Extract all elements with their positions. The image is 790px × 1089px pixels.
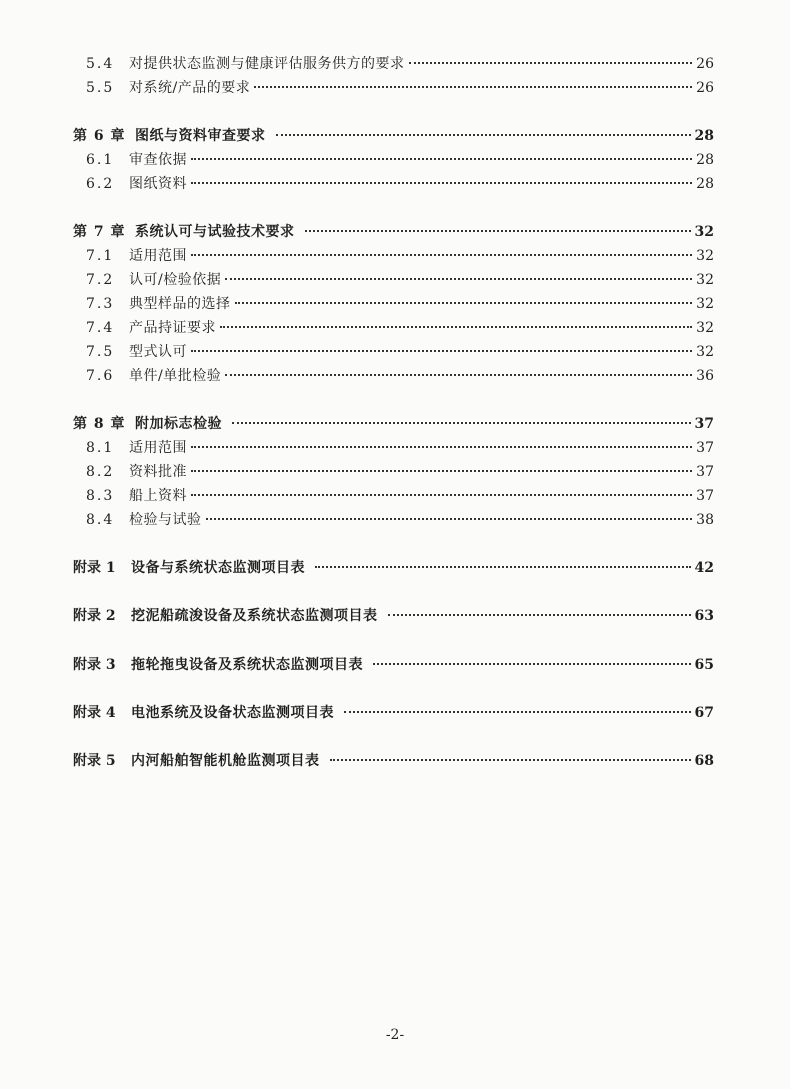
entry-title: 型式认可 <box>129 344 187 360</box>
dot-leader <box>206 517 693 520</box>
section-number: 8.4 <box>86 512 115 528</box>
dot-leader <box>373 662 691 665</box>
appendix-number: 附录 2 <box>73 608 116 624</box>
section-number: 6.1 <box>86 152 115 168</box>
toc-entry-6-2[interactable] <box>86 173 714 193</box>
dot-leader <box>409 61 693 64</box>
dot-leader <box>191 493 692 496</box>
page-number: 26 <box>696 80 714 96</box>
page-number: 65 <box>694 657 714 673</box>
dot-leader <box>344 710 691 713</box>
section-number: 7.2 <box>86 272 115 288</box>
entry-title: 拖轮拖曳设备及系统状态监测项目表 <box>131 657 363 673</box>
section-number: 8.1 <box>86 440 115 456</box>
toc-entry-6-1[interactable] <box>86 149 714 169</box>
chapter-number: 第 7 章 <box>73 224 126 240</box>
page-number: 67 <box>694 705 714 721</box>
page-number: 38 <box>696 512 714 528</box>
page-number: 37 <box>696 464 714 480</box>
page-number: 37 <box>696 488 714 504</box>
dot-leader <box>254 85 692 88</box>
page-number: 32 <box>696 272 714 288</box>
appendix-number: 附录 5 <box>73 753 116 769</box>
dot-leader <box>191 157 692 160</box>
entry-title: 认可/检验依据 <box>129 272 222 288</box>
toc-entry-8-1[interactable] <box>86 437 714 457</box>
entry-title: 资料批准 <box>129 464 187 480</box>
page-number: 36 <box>696 368 714 384</box>
section-number: 7.4 <box>86 320 115 336</box>
section-number: 8.3 <box>86 488 115 504</box>
entry-title: 审查依据 <box>129 152 187 168</box>
entry-title: 产品持证要求 <box>129 320 216 336</box>
chapter-number: 第 8 章 <box>73 416 126 432</box>
toc-entry-8-2[interactable] <box>86 461 714 481</box>
dot-leader <box>330 758 691 761</box>
toc-appendix-1[interactable] <box>73 557 714 577</box>
entry-title: 船上资料 <box>129 488 187 504</box>
toc-entry-7-1[interactable] <box>86 245 714 265</box>
entry-title: 挖泥船疏浚设备及系统状态监测项目表 <box>131 608 378 624</box>
page-number: 32 <box>696 296 714 312</box>
entry-title: 单件/单批检验 <box>129 368 222 384</box>
entry-title: 系统认可与试验技术要求 <box>135 224 295 240</box>
page-number: 32 <box>694 224 714 240</box>
dot-leader <box>232 421 691 424</box>
entry-title: 内河船舶智能机舱监测项目表 <box>131 753 320 769</box>
dot-leader <box>225 373 692 376</box>
entry-title: 对提供状态监测与健康评估服务供方的要求 <box>129 56 405 72</box>
dot-leader <box>191 253 692 256</box>
dot-leader <box>235 301 693 304</box>
toc-appendix-2[interactable] <box>73 605 714 625</box>
entry-title: 图纸与资料审查要求 <box>135 128 266 144</box>
page-number: 42 <box>694 560 714 576</box>
dot-leader <box>276 133 691 136</box>
toc-appendix-3[interactable] <box>73 654 714 674</box>
appendix-number: 附录 4 <box>73 705 116 721</box>
toc-entry-7-3[interactable] <box>86 293 714 313</box>
dot-leader <box>220 325 692 328</box>
entry-title: 适用范围 <box>129 440 187 456</box>
page-number: 68 <box>694 753 714 769</box>
toc-chapter-7[interactable] <box>73 221 714 241</box>
entry-title: 设备与系统状态监测项目表 <box>131 560 305 576</box>
page-footer-number: -2- <box>385 1027 405 1043</box>
chapter-number: 第 6 章 <box>73 128 126 144</box>
page-number: 26 <box>696 56 714 72</box>
dot-leader <box>191 445 692 448</box>
appendix-number: 附录 3 <box>73 657 116 673</box>
toc-entry-7-6[interactable] <box>86 365 714 385</box>
section-number: 8.2 <box>86 464 115 480</box>
section-number: 7.3 <box>86 296 115 312</box>
toc-appendix-5[interactable] <box>73 750 714 770</box>
toc-chapter-6[interactable] <box>73 125 714 145</box>
appendix-number: 附录 1 <box>73 560 116 576</box>
section-number: 6.2 <box>86 176 115 192</box>
page-number: 37 <box>694 416 714 432</box>
section-number: 5.5 <box>86 80 115 96</box>
dot-leader <box>191 469 692 472</box>
entry-title: 适用范围 <box>129 248 187 264</box>
entry-title: 附加标志检验 <box>135 416 222 432</box>
section-number: 7.5 <box>86 344 115 360</box>
page-number: 32 <box>696 248 714 264</box>
toc-chapter-8[interactable] <box>73 413 714 433</box>
dot-leader <box>388 613 691 616</box>
dot-leader <box>191 349 692 352</box>
page-number: 28 <box>694 128 714 144</box>
toc-entry-7-5[interactable] <box>86 341 714 361</box>
section-number: 7.6 <box>86 368 115 384</box>
toc-entry-5-5[interactable] <box>86 77 714 97</box>
entry-title: 典型样品的选择 <box>129 296 231 312</box>
toc-entry-8-3[interactable] <box>86 485 714 505</box>
page-number: 32 <box>696 320 714 336</box>
page-number: 32 <box>696 344 714 360</box>
dot-leader <box>315 565 691 568</box>
entry-title: 图纸资料 <box>129 176 187 192</box>
section-number: 5.4 <box>86 56 115 72</box>
dot-leader <box>225 277 692 280</box>
toc-entry-8-4[interactable] <box>86 509 714 529</box>
dot-leader <box>191 181 692 184</box>
section-number: 7.1 <box>86 248 115 264</box>
toc-appendix-4[interactable] <box>73 702 714 722</box>
toc-entry-5-4[interactable] <box>86 53 714 73</box>
entry-title: 对系统/产品的要求 <box>129 80 251 96</box>
toc-entry-7-4[interactable] <box>86 317 714 337</box>
page-number: 28 <box>696 176 714 192</box>
page-number: 28 <box>696 152 714 168</box>
entry-title: 电池系统及设备状态监测项目表 <box>131 705 334 721</box>
page-number: 63 <box>694 608 714 624</box>
dot-leader <box>305 229 691 232</box>
page-number: 37 <box>696 440 714 456</box>
toc-entry-7-2[interactable] <box>86 269 714 289</box>
entry-title: 检验与试验 <box>129 512 202 528</box>
